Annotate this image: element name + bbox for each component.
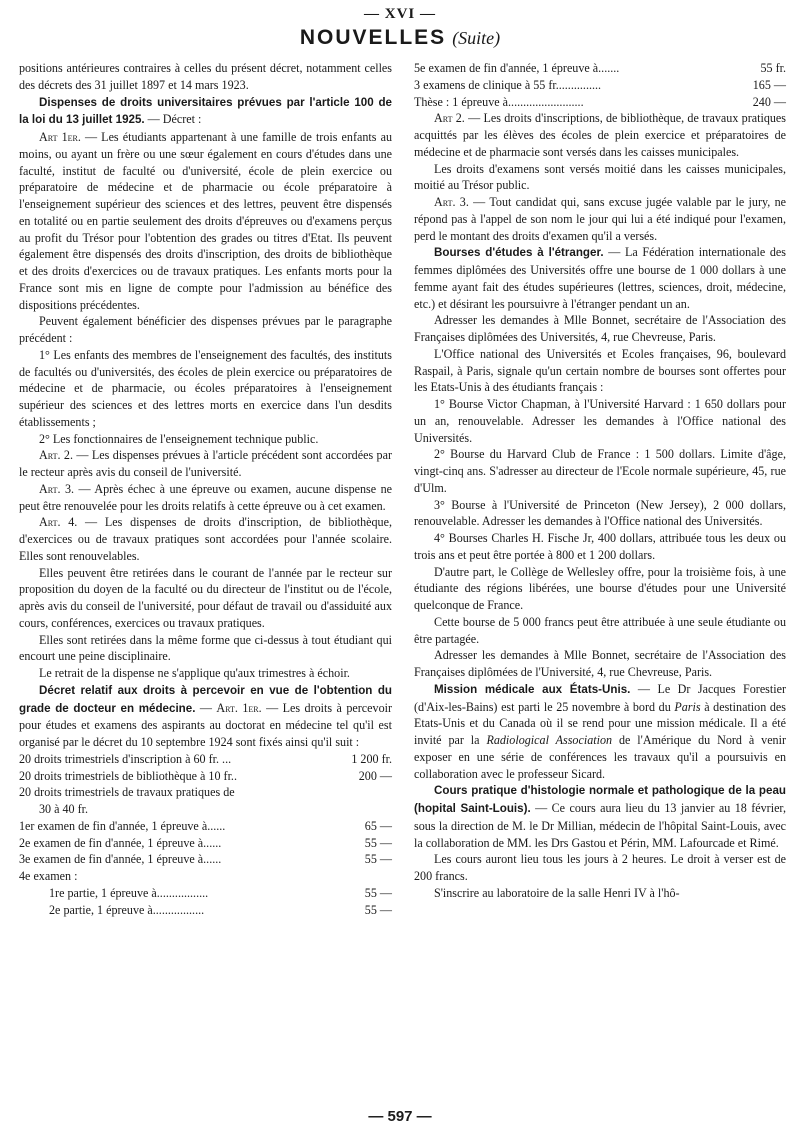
bourses-text: — La Fédération internationale des femmes diplômées des Universités offre une bourse de 1 000 dollars à une femme ayant fait des études supérieures (lettres, sciences, droit, médecine, etc.) et désirant les poursuivre à l'étranger pendant un an. — [414, 245, 786, 311]
fee-row — [19, 851, 392, 868]
fee-row — [414, 94, 786, 111]
fee-value: 65 — — [364, 818, 392, 833]
fee-value: 1 200 fr. — [351, 751, 392, 766]
article-label: Art. 3. — [39, 481, 75, 496]
fee-row — [19, 751, 392, 768]
fee-row — [19, 818, 392, 835]
page-roman-number: — XVI — — [363, 6, 436, 22]
right-column — [414, 60, 786, 902]
paragraph: Adresser les demandes à Mlle Bonnet, secrétaire de l'Association des Françaises diplômées des Universités, 4, rue Chevreuse, Paris. — [414, 313, 786, 344]
list-item: 1° Les enfants des membres de l'enseignement des facultés, des instituts de facultés ou d'universités, des écoles de plein exercice ou préparatoires de médecine et de pharmacie, ou écoles préparatoires à l'enseignement supérieur des sciences et des lettres morts en exercice dans l'un desdits établissements ; — [19, 347, 392, 429]
article-label: Art. 4. — [39, 515, 78, 530]
article-3 — [19, 481, 392, 515]
article-label: Art. 3. — [434, 195, 469, 209]
fee-value: 165 — — [752, 77, 786, 92]
list-item: 1° Bourse Victor Chapman, à l'Université Harvard : 1 650 dollars pour un an, renouvelable. Adresser les demandes à l'Office national des Universités. — [414, 397, 786, 445]
article-label: Art 1er. — [39, 130, 81, 144]
paragraph: D'autre part, le Collège de Wellesley offre, pour la troisième fois, à une étudiante des régions libérées, une bourse d'études pour une Université quelconque de France. — [414, 564, 786, 612]
page-number: — 597 — — [368, 1108, 432, 1125]
decret-paragraph: Décret relatif aux droits à percevoir en vue de l'obtention du grade de docteur en médecine. — Art. 1er. — Les droits à percevoir pour études et examens des aspirants au doctorat en médecine tel qu'il est organisé par le décret du 10 septembre 1924 sont fixés ainsi qu'il suit : — [19, 683, 392, 749]
bourses-heading: Bourses d'études à l'étranger. — [434, 246, 604, 260]
cours-text: — Ce cours aura lieu du 13 janvier au 18 février, sous la direction de M. le Dr Millian, médecin de l'hôpital Saint-Louis, avec la collaboration de MM. les Drs Gastou et Périn, MM. Lafourcade et Rimé. — [414, 801, 787, 850]
list-item: 4° Bourses Charles H. Fische Jr, 400 dollars, attribuée tous les deux ou trois ans et peut être portée à 800 et 1 200 dollars. — [414, 531, 786, 562]
article-1 — [19, 129, 392, 313]
fee-label: 30 à 40 fr. — [39, 802, 89, 816]
mission-text: de l'Amérique du Nord à venir exposer en une série de conférences les travaux qu'il a poursuivis en collaboration avec le professeur Sicard. — [414, 733, 786, 781]
article-text: — Les étudiants appartenant à une famille de trois enfants au moins, ou ayant un frère ou une sœur également en cours d'études dans une faculté, institut de faculté ou d'université, école de plein exercice ou préparatoire de médecine et de pharmacie ou école préparatoire à l'enseignement supérieur des sciences et des lettres, peuvent être dispensés en totalité ou en partie seulement des droits d'épreuves ou d'examens perçus au profit du Trésor pour l'obtention des grades ou titres d'Etat. Ils peuvent également être dispensés des droits d'inscription, des droits de bibliothèque et des droits d'exercices ou de travaux pratiques. Les enfants morts pour la France sont mis en ligne de compte pour l'admission au bénéfice des dispositions précédentes. — [19, 130, 392, 312]
paragraph: Le retrait de la dispense ne s'applique qu'aux trimestres à échoir. — [39, 666, 350, 680]
page-title — [0, 26, 800, 50]
article-text: — Les dispenses prévues à l'article précédent sont accordées par le recteur après avis du conseil de l'université. — [19, 448, 393, 479]
fee-label: 3e examen de fin d'année, 1 épreuve à...... — [19, 852, 222, 867]
paragraph: Les cours auront lieu tous les jours à 2 heures. Le droit à verser est de 200 francs. — [414, 852, 786, 883]
article-2 — [19, 447, 392, 481]
cours-heading: Cours pratique d'histologie normale et pathologique de la peau (hopital Saint-Louis). — [414, 784, 786, 815]
fee-label: 5e examen de fin d'année, 1 épreuve à....... — [414, 61, 620, 75]
mission-paragraph — [414, 681, 786, 783]
fee-value: 55 — — [364, 835, 392, 850]
fee-value: 55 fr. — [760, 61, 786, 75]
fee-row — [19, 835, 392, 852]
fee-value: 55 — — [364, 902, 392, 917]
bourses-paragraph — [414, 244, 786, 312]
dispenses-heading: Dispenses de droits universitaires prévues par l'article 100 de la loi du 13 juillet 1925. — [19, 95, 392, 127]
dispenses-tail: — Décret : — [144, 112, 202, 127]
fee-table-continued — [414, 60, 786, 110]
fee-label: 2e examen de fin d'année, 1 épreuve à...... — [19, 835, 222, 850]
fee-label: 20 droits trimestriels d'inscription à 60 fr. ... — [19, 751, 232, 766]
article-2 — [414, 110, 786, 160]
mission-text: — Le Dr Jacques Forestier (d'Aix-les-Bains) est parti le 25 novembre à bord du — [414, 681, 787, 714]
decret-text: — Les droits à percevoir pour études et examens des aspirants au doctorat en médecine tel qu'il est organisé par le décret du 10 septembre 1924 sont fixés ainsi qu'il suit : — [19, 700, 392, 749]
fee-table — [19, 751, 392, 919]
article-3 — [414, 194, 786, 244]
fee-row — [19, 801, 392, 818]
fee-row — [414, 60, 786, 77]
paragraph: positions antérieures contraires à celles du présent décret, notamment celles des décrets des 31 juillet 1897 et 14 mars 1923. — [19, 61, 392, 92]
mission-text: à destination des Etats-Unis et du Canada où il se rend pour une mission médicale. Il a été invité par la — [414, 699, 786, 747]
article-text: — Après échec à une épreuve ou examen, aucune dispense ne peut être renouvelée pour les droits relatifs à cette épreuve ou à cet examen. — [19, 481, 392, 513]
fee-label: 1re partie, 1 épreuve à................. — [49, 885, 209, 900]
article-label: Art. 2. — [39, 448, 73, 463]
paragraph: S'inscrire au laboratoire de la salle Henri IV à l'hô- — [434, 885, 680, 900]
association-name: Radiological Association — [486, 733, 613, 747]
paragraph: Les droits d'examens sont versés moitié dans les caisses municipales, moitié au Trésor public. — [414, 161, 786, 193]
fee-row — [19, 885, 392, 902]
ship-name: Paris — [674, 699, 701, 714]
fee-row — [414, 77, 786, 94]
article-label: Art. 1er. — [216, 700, 262, 715]
fee-label: 4e examen : — [19, 869, 78, 883]
list-item: 3° Bourse à l'Université de Princeton (New Jersey), 2 000 dollars, renouvelable. Adresser les demandes à l'Office national des Universités. — [414, 497, 786, 529]
fee-value: 240 — — [752, 94, 786, 109]
fee-label: Thèse : 1 épreuve à......................... — [414, 94, 584, 109]
fee-value: 200 — — [358, 768, 392, 783]
list-item: 2° Bourse du Harvard Club de France : 1 500 dollars. Limite d'âge, vingt-cinq ans. S'adresser au directeur de l'Ecole normale supérieure, 45, rue d'Ulm. — [414, 447, 786, 495]
paragraph: Elles sont retirées dans la même forme que ci-dessus à tout étudiant qui encourt une peine disciplinaire. — [19, 632, 392, 664]
dispenses-paragraph — [19, 94, 392, 130]
decret-heading: Décret relatif aux droits à percevoir en vue de l'obtention du grade de docteur en médecine. — [19, 683, 392, 715]
fee-row — [19, 902, 392, 919]
paragraph: Elles peuvent être retirées dans le courant de l'année par le recteur sur proposition du doyen de la faculté ou du directeur de l'institut ou de l'école, après avis du conseil de l'université, pour défaut de travail ou d'assiduité aux cours, conférences, exercices ou travaux pratiques. — [19, 565, 392, 630]
article-4 — [19, 514, 392, 564]
article-text: — Les dispenses de droits d'inscription, de bibliothèque, d'exercices ou de travaux pratiques sont accordées pour l'année scolaire. Elles sont renouvelables. — [19, 515, 392, 563]
fee-row — [19, 784, 392, 801]
fee-row — [19, 768, 392, 785]
fee-label: 20 droits trimestriels de travaux pratiques de — [19, 785, 235, 800]
list-item: 2° Les fonctionnaires de l'enseignement technique public. — [39, 431, 319, 446]
article-label: Art 2. — [434, 111, 465, 126]
paragraph: L'Office national des Universités et Ecoles françaises, 96, boulevard Raspail, à Paris, signale qu'un certain nombre de bourses sont offertes pour les Etats-Unis à des étudiants français : — [414, 346, 786, 395]
mission-heading: Mission médicale aux États-Unis. — [434, 682, 631, 696]
fee-label: 20 droits trimestriels de bibliothèque à 10 fr.. — [19, 768, 237, 783]
fee-value: 55 — — [364, 852, 392, 867]
fee-label: 3 examens de clinique à 55 fr............... — [414, 77, 602, 92]
left-column — [19, 60, 392, 918]
fee-value: 55 — — [364, 885, 392, 900]
article-text: — Tout candidat qui, sans excuse jugée valable par le jury, ne répond pas à l'appel de son nom le jour qui lui a été indiqué pour l'examen, perd le montant des droits d'examen qu'il a versés. — [414, 195, 786, 243]
section-subtitle: (Suite) — [452, 28, 501, 48]
paragraph: Adresser les demandes à Mlle Bonnet, secrétaire de l'Association des Françaises diplômées de l'Université, 4, rue Chevreuse, Paris. — [414, 648, 786, 679]
fee-label: 1er examen de fin d'année, 1 épreuve à...... — [19, 818, 226, 833]
cours-paragraph — [414, 782, 786, 851]
article-text: — Les droits d'inscriptions, de bibliothèque, de travaux pratiques acquittés par les élèves des écoles de plein exercice et préparatoires de médecine et de pharmacie sont versés dans les caisses municipales. — [414, 111, 786, 159]
fee-label: 2e partie, 1 épreuve à................. — [49, 902, 205, 917]
paragraph: Cette bourse de 5 000 francs peut être attribuée à une seule étudiante ou être partagée. — [414, 614, 786, 646]
section-title: NOUVELLES — [299, 26, 447, 49]
fee-row — [19, 868, 392, 885]
paragraph: Peuvent également bénéficier des dispenses prévues par le paragraphe précédent : — [19, 314, 392, 345]
